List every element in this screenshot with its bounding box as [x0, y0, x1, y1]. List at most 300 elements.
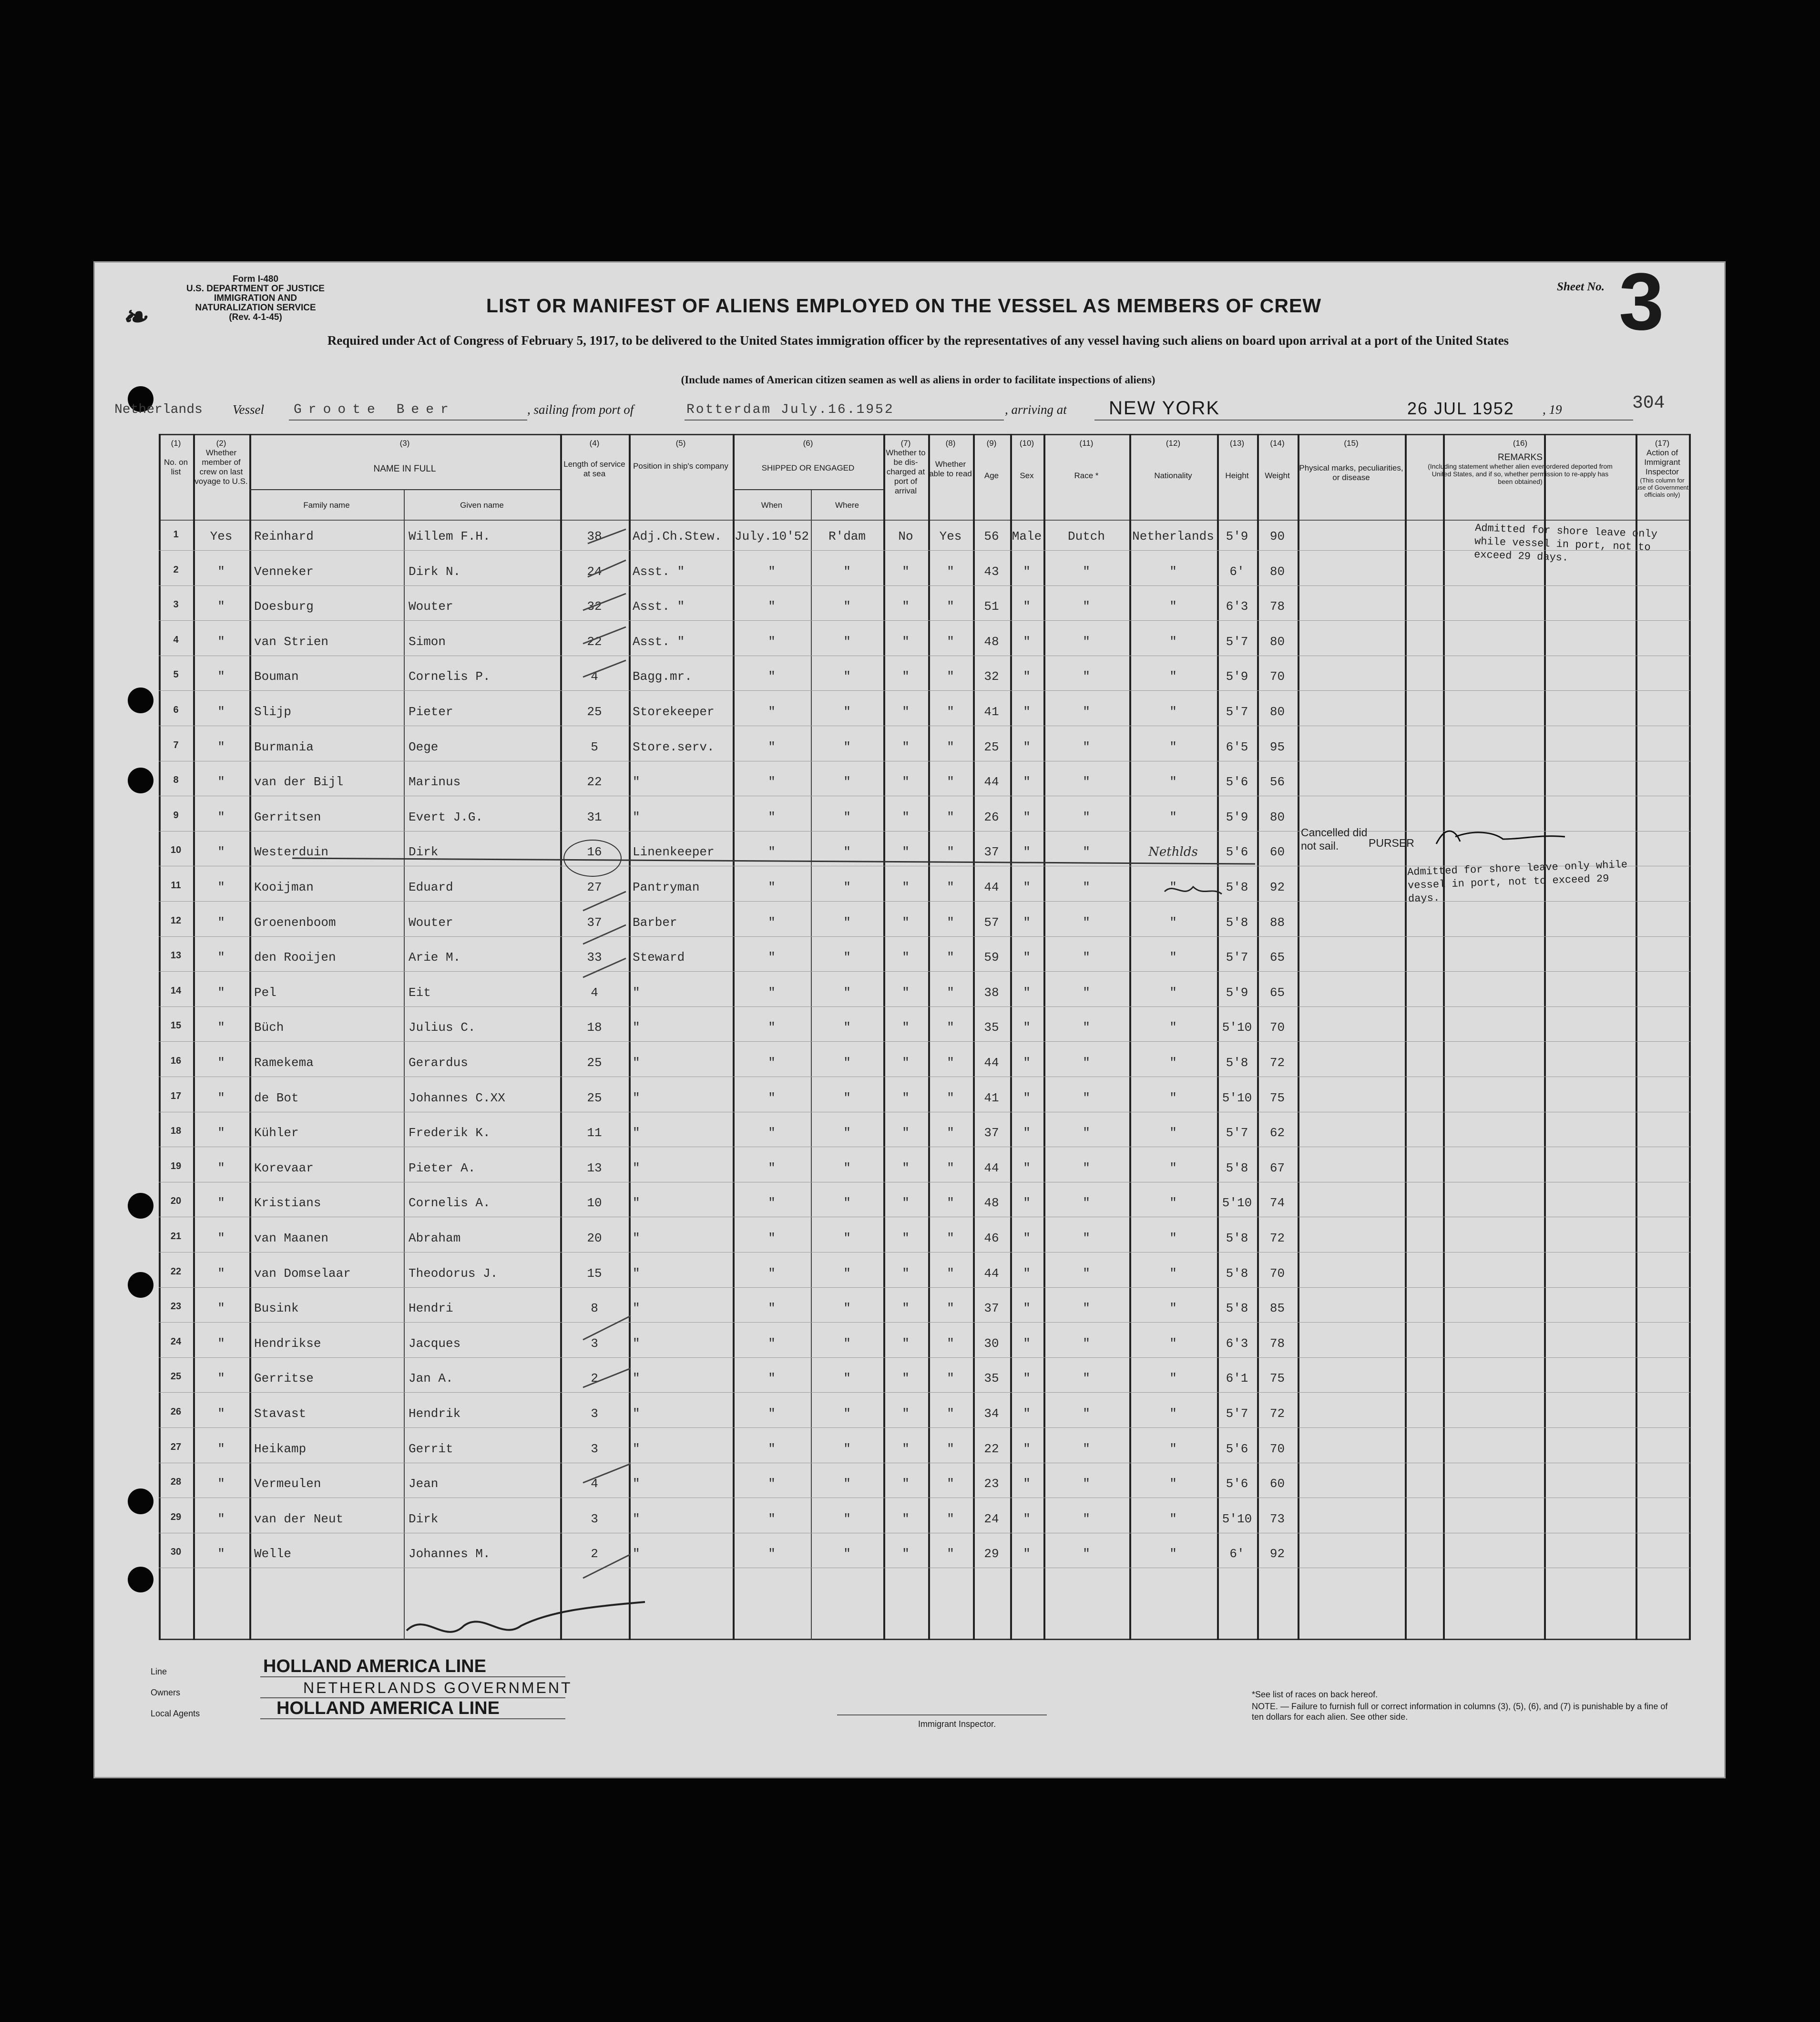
cell-prev: " [217, 634, 225, 649]
cell-when: " [768, 1090, 776, 1105]
cell-discharged: " [902, 1020, 910, 1035]
flag-field: Netherlands [114, 402, 203, 417]
cell-age: 41 [984, 1090, 999, 1105]
cell-position: " [633, 1477, 640, 1491]
cell-age: 24 [984, 1511, 999, 1526]
cell-weight: 70 [1269, 669, 1285, 684]
col-header-nationality: (12) Nationality [1154, 439, 1192, 480]
cell-family: den Rooijen [254, 950, 336, 965]
cell-read: " [947, 1196, 954, 1211]
cell-read: " [947, 1090, 954, 1105]
cell-when: " [768, 669, 776, 684]
cell-nationality: " [1169, 1090, 1177, 1105]
cell-service: 10 [587, 1196, 602, 1211]
cell-height: 5'8 [1226, 1160, 1248, 1175]
cell-race: " [1083, 950, 1090, 965]
cell-discharged: " [902, 599, 910, 614]
cell-when: " [768, 705, 776, 719]
penalty-note: NOTE. — Failure to furnish full or correct information in columns (3), (5), (6), and (7) is punishable by a fine of ten dollars for each alien. See other side. [1252, 1702, 1668, 1722]
cell-family: Gerritse [254, 1371, 314, 1386]
cell-position: " [633, 1056, 640, 1070]
cell-given: Eit [409, 985, 431, 1000]
cell-given: Pieter A. [409, 1160, 476, 1175]
cell-position: Pantryman [633, 880, 700, 894]
cell-prev: " [217, 985, 225, 1000]
cell-given: Wouter [409, 599, 453, 614]
cell-family: Busink [254, 1301, 299, 1316]
cell-prev: " [217, 739, 225, 754]
cell-prev: " [217, 845, 225, 860]
cell-family: van Domselaar [254, 1266, 351, 1281]
cell-weight: 72 [1269, 1406, 1285, 1421]
cell-read: " [947, 705, 954, 719]
cell-when: " [768, 1511, 776, 1526]
inspector-signature [407, 1602, 645, 1632]
cell-weight: 56 [1269, 775, 1285, 790]
cell-race: " [1083, 1266, 1090, 1281]
cell-position: " [633, 1020, 640, 1035]
cell-service: 38 [587, 529, 602, 544]
cell-prev: " [217, 810, 225, 824]
cell-sex: " [1023, 1441, 1031, 1456]
col-header-action: (17) Action of Immigrant Inspector (This column for use of Government officials only) [1636, 439, 1689, 498]
cell-given: Frederik K. [409, 1126, 491, 1140]
cell-no: 10 [170, 845, 182, 856]
cell-when: " [768, 1196, 776, 1211]
cell-given: Simon [409, 634, 446, 649]
form-number: Form I-480 [232, 274, 279, 284]
cell-service: 3 [591, 1441, 598, 1456]
cell-sex: " [1023, 950, 1031, 965]
vessel-name: Groote Beer [294, 402, 455, 417]
cell-nationality: " [1169, 810, 1177, 824]
cell-height: 5'8 [1226, 880, 1248, 894]
cell-service: 13 [587, 1160, 602, 1175]
remark-cancelled: Cancelled did not sail. [1301, 826, 1368, 852]
cell-where: " [843, 1336, 851, 1351]
cell-when: " [768, 985, 776, 1000]
cell-weight: 72 [1269, 1231, 1285, 1245]
cell-age: 44 [984, 775, 999, 790]
cell-weight: 85 [1269, 1301, 1285, 1316]
cell-race: " [1083, 775, 1090, 790]
cell-race: " [1083, 1441, 1090, 1456]
cell-prev: " [217, 1371, 225, 1386]
cell-weight: 67 [1269, 1160, 1285, 1175]
cell-when: " [768, 845, 776, 860]
cell-given: Jean [409, 1477, 439, 1491]
cell-position: Barber [633, 915, 677, 930]
cell-when: " [768, 1441, 776, 1456]
cell-when: " [768, 810, 776, 824]
strike-through-line [292, 858, 1255, 864]
cell-no: 13 [170, 950, 182, 961]
cell-nationality: " [1169, 880, 1177, 894]
cell-discharged: " [902, 634, 910, 649]
cell-read: " [947, 915, 954, 930]
cell-service: 3 [591, 1406, 598, 1421]
cell-position: " [633, 810, 640, 824]
cell-no: 9 [173, 810, 179, 821]
cell-age: 44 [984, 1056, 999, 1070]
cell-where: R'dam [828, 529, 866, 544]
col-header-physical-marks: (15) Physical marks, peculiarities, or disease [1299, 439, 1403, 482]
cell-read: Yes [939, 529, 962, 544]
owners-value: NETHERLANDS GOVERNMENT [303, 1679, 573, 1696]
cell-nationality: " [1169, 950, 1177, 965]
cell-position: " [633, 1231, 640, 1245]
cell-no: 8 [173, 775, 179, 786]
cell-weight: 80 [1269, 634, 1285, 649]
cell-read: " [947, 1301, 954, 1316]
cell-given: Jacques [409, 1336, 461, 1351]
cell-sex: " [1023, 1196, 1031, 1211]
cell-where: " [843, 1020, 851, 1035]
cell-service: 16 [587, 845, 602, 860]
cell-when: " [768, 950, 776, 965]
cell-weight: 73 [1269, 1511, 1285, 1526]
cell-prev: " [217, 599, 225, 614]
cell-nationality: " [1169, 564, 1177, 579]
cell-position: " [633, 1406, 640, 1421]
cell-age: 48 [984, 1196, 999, 1211]
cell-when: " [768, 564, 776, 579]
cell-race: " [1083, 810, 1090, 824]
cell-age: 25 [984, 739, 999, 754]
cell-nationality: " [1169, 1301, 1177, 1316]
cell-age: 23 [984, 1477, 999, 1491]
cell-service: 2 [591, 1371, 598, 1386]
cell-weight: 60 [1269, 845, 1285, 860]
cell-where: " [843, 1477, 851, 1491]
cell-sex: " [1023, 775, 1031, 790]
cell-sex: " [1023, 1336, 1031, 1351]
cell-read: " [947, 739, 954, 754]
cell-discharged: No [898, 529, 913, 544]
cell-read: " [947, 669, 954, 684]
cell-race: " [1083, 1547, 1090, 1561]
col-header-no: (1) No. on list [164, 439, 188, 476]
col-header-read: (8) Whether able to read [929, 439, 972, 478]
remark-shore-leave: Admitted for shore leave only while vessel in port, not to exceed 29 days. [1473, 522, 1658, 564]
col-header-when: When [761, 501, 783, 510]
cell-weight: 70 [1269, 1266, 1285, 1281]
ink-annotations [159, 434, 1690, 1640]
cell-position: " [633, 1371, 640, 1386]
col-header-last-voyage: (2) Whether member of crew on last voyage to U.S. [194, 439, 248, 486]
cell-prev: " [217, 1160, 225, 1175]
cell-nationality: " [1169, 915, 1177, 930]
arrival-date: 26 JUL 1952 [1407, 399, 1514, 418]
page-number: 304 [1632, 393, 1665, 413]
cell-no: 7 [173, 739, 179, 750]
cell-age: 30 [984, 1336, 999, 1351]
cell-prev: Yes [210, 529, 233, 544]
cell-weight: 62 [1269, 1126, 1285, 1140]
cell-when: " [768, 739, 776, 754]
cell-no: 18 [170, 1126, 182, 1137]
cell-race: " [1083, 1477, 1090, 1491]
cell-race: " [1083, 1020, 1090, 1035]
cell-when: July.10'52 [734, 529, 809, 544]
cell-prev: " [217, 705, 225, 719]
cell-age: 29 [984, 1547, 999, 1561]
cell-prev: " [217, 1266, 225, 1281]
cell-sex: " [1023, 1511, 1031, 1526]
col-header-name: (3) NAME IN FULL [373, 439, 436, 474]
cell-where: " [843, 1160, 851, 1175]
cell-service: 22 [587, 775, 602, 790]
cell-when: " [768, 1406, 776, 1421]
cell-race: " [1083, 705, 1090, 719]
cell-no: 28 [170, 1477, 182, 1488]
cell-height: 5'9 [1226, 669, 1248, 684]
cell-read: " [947, 1406, 954, 1421]
cell-discharged: " [902, 1511, 910, 1526]
cell-sex: " [1023, 915, 1031, 930]
revision: (Rev. 4-1-45) [229, 312, 282, 322]
signature-mark [1436, 831, 1565, 844]
col-header-race: (11) Race * [1074, 439, 1099, 480]
cell-position: Adj.Ch.Stew. [633, 529, 722, 544]
cell-when: " [768, 1547, 776, 1561]
cell-race: " [1083, 564, 1090, 579]
col-header-given-name: Given name [460, 501, 504, 510]
cell-read: " [947, 1547, 954, 1561]
cell-service: 20 [587, 1231, 602, 1245]
cell-nationality: " [1169, 1160, 1177, 1175]
punch-hole [128, 1193, 153, 1219]
cell-discharged: " [902, 1406, 910, 1421]
cell-discharged: " [902, 1477, 910, 1491]
cell-weight: 95 [1269, 739, 1285, 754]
cell-no: 22 [170, 1266, 182, 1277]
cell-age: 35 [984, 1371, 999, 1386]
cell-race: " [1083, 1371, 1090, 1386]
cell-sex: " [1023, 1406, 1031, 1421]
cell-given: Abraham [409, 1231, 461, 1245]
cell-weight: 70 [1269, 1441, 1285, 1456]
cell-sex: " [1023, 705, 1031, 719]
cell-family: van Strien [254, 634, 329, 649]
handwritten-nationality-mark [1165, 887, 1222, 894]
cell-service: 3 [591, 1511, 598, 1526]
cell-race: " [1083, 634, 1090, 649]
sailing-label: , sailing from port of [527, 402, 634, 417]
cell-position: " [633, 1547, 640, 1561]
line-label: Line [151, 1667, 167, 1676]
cell-service: 27 [587, 880, 602, 894]
cell-race: " [1083, 669, 1090, 684]
cell-discharged: " [902, 950, 910, 965]
cell-sex: " [1023, 985, 1031, 1000]
sheet-label: Sheet No. [1557, 280, 1605, 293]
cell-service: 25 [587, 705, 602, 719]
cell-given: Johannes C.XX [409, 1090, 505, 1105]
cell-nationality: " [1169, 1266, 1177, 1281]
cell-nationality: " [1169, 634, 1177, 649]
cell-race: " [1083, 1231, 1090, 1245]
cell-height: 5'6 [1226, 1477, 1248, 1491]
cell-height: 6'5 [1226, 739, 1248, 754]
cell-service: 18 [587, 1020, 602, 1035]
cell-height: 5'7 [1226, 950, 1248, 965]
year-label: , 19 [1543, 402, 1562, 417]
cell-height: 5'7 [1226, 1126, 1248, 1140]
cell-weight: 78 [1269, 599, 1285, 614]
cell-age: 35 [984, 1020, 999, 1035]
cell-prev: " [217, 1020, 225, 1035]
cell-where: " [843, 1231, 851, 1245]
cell-no: 27 [170, 1441, 182, 1452]
cell-discharged: " [902, 1126, 910, 1140]
cell-sex: " [1023, 1477, 1031, 1491]
cell-sex: " [1023, 810, 1031, 824]
cell-position: " [633, 1090, 640, 1105]
cell-height: 5'10 [1222, 1196, 1252, 1211]
cell-read: " [947, 1020, 954, 1035]
cell-family: van der Bijl [254, 775, 344, 790]
cell-weight: 72 [1269, 1056, 1285, 1070]
vessel-label: Vessel [233, 402, 264, 417]
col-header-weight: (14) Weight [1265, 439, 1290, 480]
cell-given: Marinus [409, 775, 461, 790]
departure-port: Rotterdam July.16.1952 [686, 402, 894, 417]
col-header-shipped: (6) SHIPPED OR ENGAGED [761, 439, 855, 472]
cell-discharged: " [902, 1371, 910, 1386]
cell-prev: " [217, 950, 225, 965]
cell-family: Groenenboom [254, 915, 336, 930]
cell-given: Hendrik [409, 1406, 461, 1421]
cell-service: 37 [587, 915, 602, 930]
sheet-number: 3 [1619, 257, 1664, 347]
cell-family: Reinhard [254, 529, 314, 544]
cell-where: " [843, 739, 851, 754]
punch-hole [128, 1272, 153, 1298]
cell-age: 37 [984, 1126, 999, 1140]
cell-family: Hendrikse [254, 1336, 321, 1351]
cell-given: Johannes M. [409, 1547, 491, 1561]
cell-when: " [768, 1231, 776, 1245]
cell-read: " [947, 599, 954, 614]
cell-discharged: " [902, 1547, 910, 1561]
cell-where: " [843, 1126, 851, 1140]
cell-prev: " [217, 1196, 225, 1211]
cell-given: Eduard [409, 880, 453, 894]
cell-given: Theodorus J. [409, 1266, 498, 1281]
cell-position: " [633, 1160, 640, 1175]
cell-height: 5'9 [1226, 529, 1248, 544]
cell-family: Stavast [254, 1406, 307, 1421]
cell-where: " [843, 845, 851, 860]
cell-discharged: " [902, 775, 910, 790]
cell-position: " [633, 775, 640, 790]
department: U.S. DEPARTMENT OF JUSTICE [186, 284, 325, 294]
cell-service: 31 [587, 810, 602, 824]
cell-service: 11 [587, 1126, 602, 1140]
cell-nationality: " [1169, 1231, 1177, 1245]
cell-weight: 80 [1269, 705, 1285, 719]
cell-position: Store.serv. [633, 739, 715, 754]
cell-discharged: " [902, 915, 910, 930]
cell-age: 51 [984, 599, 999, 614]
cell-no: 20 [170, 1196, 182, 1207]
cell-sex: " [1023, 564, 1031, 579]
cell-when: " [768, 1126, 776, 1140]
cell-weight: 80 [1269, 564, 1285, 579]
cell-when: " [768, 1020, 776, 1035]
cell-height: 6'3 [1226, 1336, 1248, 1351]
cell-where: " [843, 1441, 851, 1456]
cell-read: " [947, 950, 954, 965]
cell-nationality: " [1169, 739, 1177, 754]
cell-nationality: " [1169, 1511, 1177, 1526]
cell-read: " [947, 1266, 954, 1281]
cell-when: " [768, 634, 776, 649]
cell-when: " [768, 775, 776, 790]
cell-height: 5'6 [1226, 775, 1248, 790]
cell-discharged: " [902, 1160, 910, 1175]
circled-service [564, 840, 621, 876]
cell-discharged: " [902, 564, 910, 579]
cell-nationality: Nethlds [1148, 845, 1198, 860]
cell-read: " [947, 1160, 954, 1175]
cell-where: " [843, 1511, 851, 1526]
cell-read: " [947, 985, 954, 1000]
cell-read: " [947, 775, 954, 790]
cell-sex: " [1023, 1547, 1031, 1561]
cell-sex: " [1023, 1126, 1031, 1140]
cell-race: " [1083, 1336, 1090, 1351]
cell-read: " [947, 1336, 954, 1351]
cell-read: " [947, 1126, 954, 1140]
cell-service: 24 [587, 564, 602, 579]
cell-discharged: " [902, 705, 910, 719]
cell-discharged: " [902, 880, 910, 894]
cell-where: " [843, 985, 851, 1000]
required-statement: Required under Act of Congress of February 5, 1917, to be delivered to the United States immigration officer by the representatives of any vessel having such aliens on board upon arrival at a port of the United States [327, 333, 1509, 348]
cell-height: 5'8 [1226, 915, 1248, 930]
cell-race: " [1083, 1196, 1090, 1211]
cell-age: 22 [984, 1441, 999, 1456]
cell-position: Asst. " [633, 634, 685, 649]
cell-height: 6' [1229, 564, 1245, 579]
cell-no: 2 [173, 564, 179, 575]
cell-race: " [1083, 1301, 1090, 1316]
cell-weight: 60 [1269, 1477, 1285, 1491]
cell-service: 2 [591, 1547, 598, 1561]
cell-position: " [633, 1266, 640, 1281]
cell-where: " [843, 775, 851, 790]
cell-age: 56 [984, 529, 999, 544]
cell-service: 33 [587, 950, 602, 965]
cell-given: Gerrit [409, 1441, 453, 1456]
cell-given: Evert J.G. [409, 810, 483, 824]
cell-nationality: " [1169, 1056, 1177, 1070]
cell-read: " [947, 1511, 954, 1526]
cell-race: " [1083, 1406, 1090, 1421]
cell-height: 5'6 [1226, 845, 1248, 860]
cell-height: 5'10 [1222, 1511, 1252, 1526]
arriving-label: , arriving at [1005, 402, 1067, 417]
cell-position: Asst. " [633, 599, 685, 614]
col-header-service: (4) Length of service at sea [563, 439, 625, 478]
cell-where: " [843, 1301, 851, 1316]
cell-no: 24 [170, 1336, 182, 1347]
cell-race: " [1083, 845, 1090, 860]
remark-purser: PURSER [1369, 837, 1414, 849]
cell-height: 5'9 [1226, 985, 1248, 1000]
